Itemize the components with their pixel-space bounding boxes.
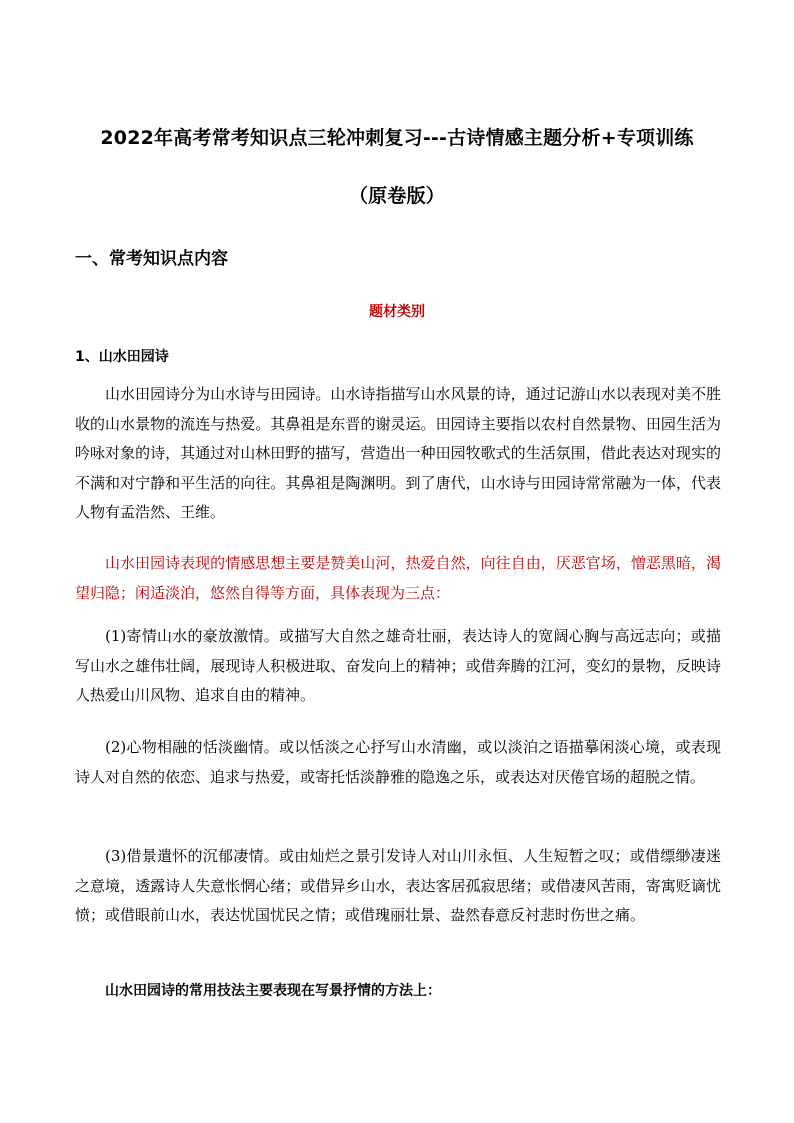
document-title-line-1: 2022年高考常考知识点三轮冲刺复习---古诗情感主题分析+专项训练 (100, 127, 694, 149)
paragraph-4: (2)心物相融的恬淡幽情。或以恬淡之心抒写山水清幽，或以淡泊之语描摹闲淡心境，或表现诗人对自然的依恋、追求与热爱，或寄托恬淡静雅的隐逸之乐，或表达对厌倦官场的超脱之情。 (75, 738, 721, 786)
bottom-heading: 山水田园诗的常用技法主要表现在写景抒情的方法上： (105, 983, 441, 999)
paragraph-1: 山水田园诗分为山水诗与田园诗。山水诗指描写山水风景的诗，通过记游山水以表现对美不胜收的山水景物的流连与热爱。其鼻祖是东晋的谢灵运。田园诗主要指以农村自然景物、田园生活为吟咏对象的诗，其通过对山林田野的描写，营造出一种田园牧歌式的生活氛围，借此表达对现实的不满和对宁静和平生活的向往。其鼻祖是陶渊明。到了唐代，山水诗与田园诗常常融为一体，代表人物有孟浩然、王维。 (75, 385, 721, 521)
item-heading: 1、山水田园诗 (75, 349, 169, 365)
paragraph-5: (3)借景遣怀的沉郁凄情。或由灿烂之景引发诗人对山川永恒、人生短暂之叹；或借缥缈凄迷之意境，透露诗人失意怅惘心绪；或借异乡山水，表达客居孤寂思绪；或借凄风苦雨，寄寓贬谪忧愤；或借眼前山水，表达忧国忧民之情；或借瑰丽壮景、盎然春意反衬悲时伤世之痛。 (75, 847, 721, 924)
section-heading: 一、常考知识点内容 (75, 249, 228, 269)
subsection-heading-center: 题材类别 (369, 304, 425, 320)
paragraph-2-highlight: 山水田园诗表现的情感思想主要是赞美山河，热爱自然，向往自由，厌恶官场，憎恶黑暗，渴望归隐；闲适淡泊，悠然自得等方面，具体表现为三点： (75, 554, 721, 602)
document-title-line-2: （原卷版） (348, 185, 445, 207)
paragraph-3: (1)寄情山水的豪放激情。或描写大自然之雄奇壮丽，表达诗人的宽阔心胸与高远志向；或描写山水之雄伟壮阔，展现诗人积极进取、奋发向上的精神；或借奔腾的江河，变幻的景物，反映诗人热爱山川风物、追求自由的精神。 (75, 627, 721, 704)
